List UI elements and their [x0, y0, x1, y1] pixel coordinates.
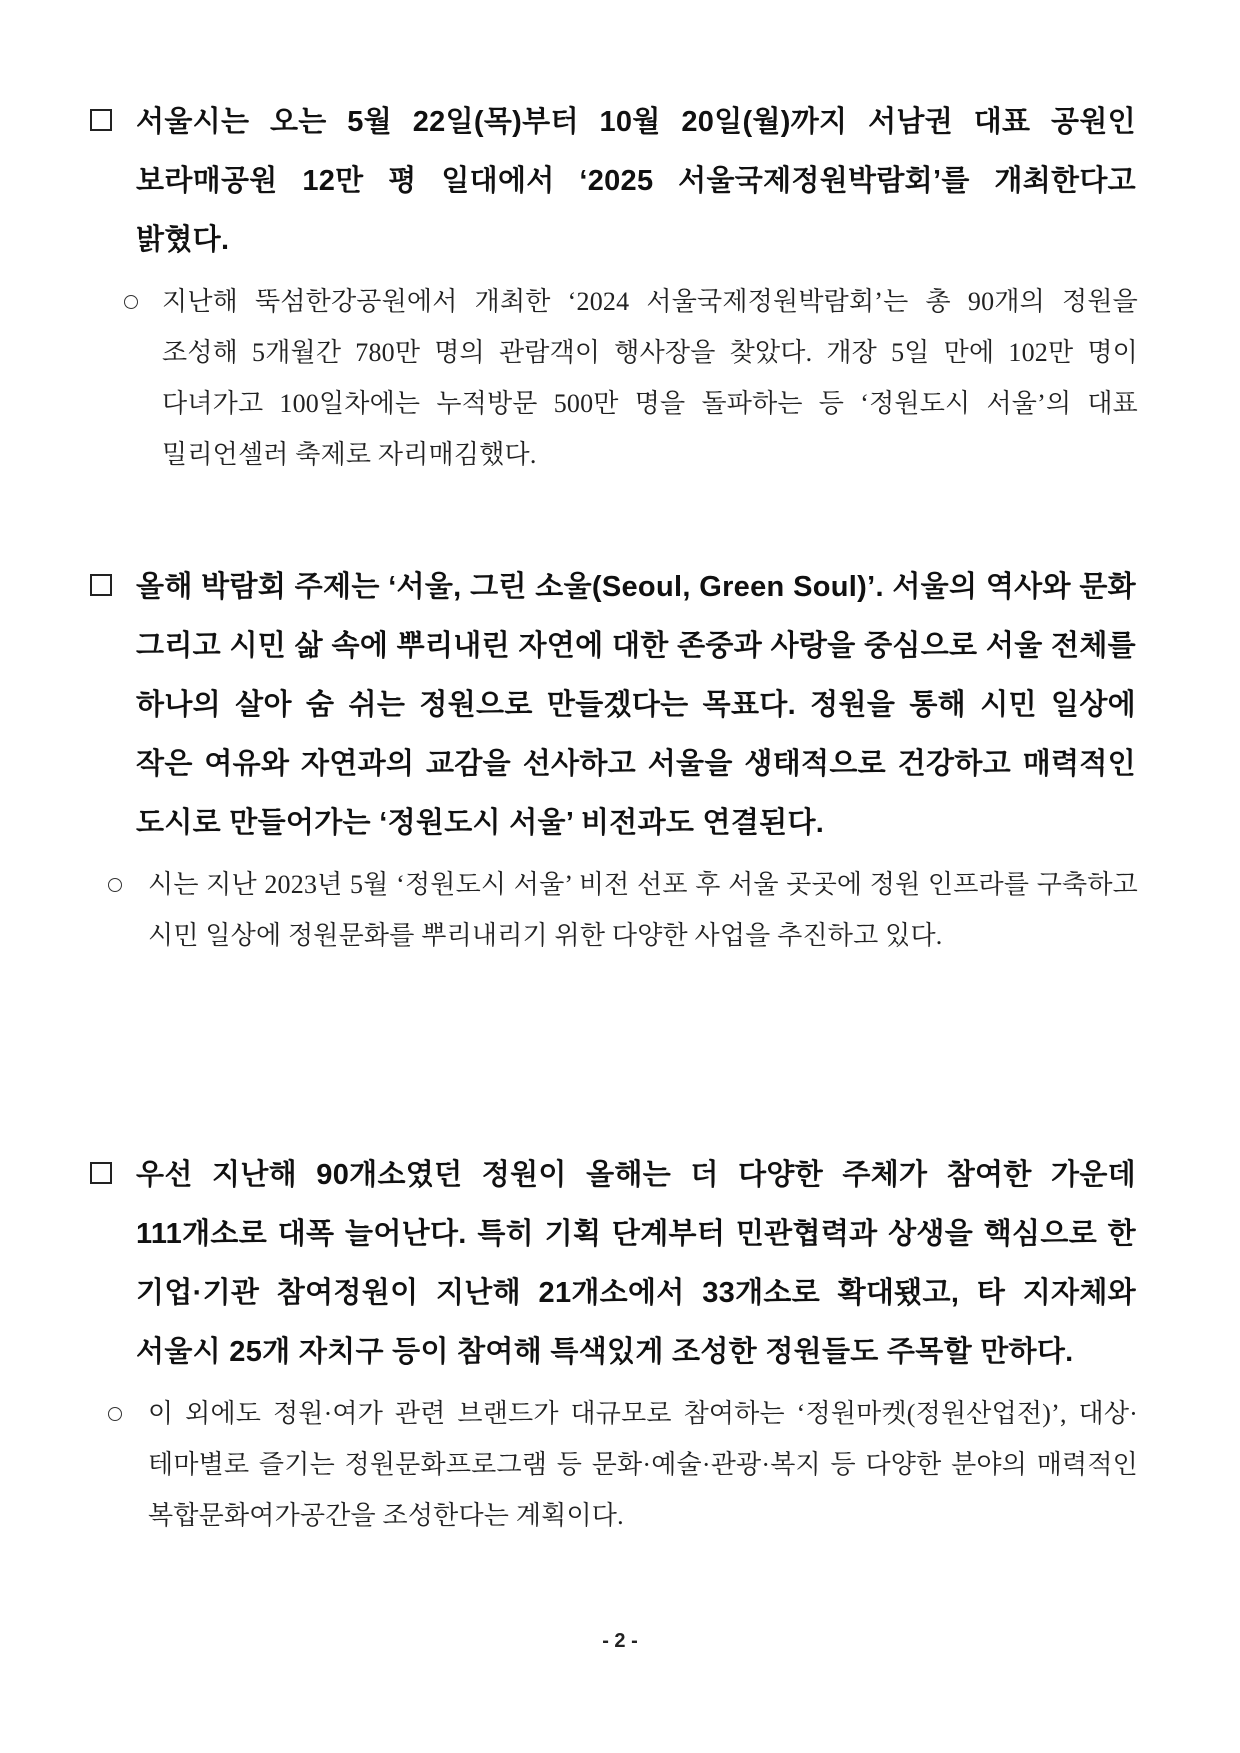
sub-bullet-text: 지난해 뚝섬한강공원에서 개최한 ‘2024 서울국제정원박람회’는 총 90개의 정원을 조성해 5개월간 780만 명의 관람객이 행사장을 찾았다. 개장 5일 만에 102만 명이 다녀가고 100일차에는 누적방문 500만 명을 돌파하는 등 ‘정원도시 서울’의 대표 밀리언셀러 축제로 자리매김했다. [162, 287, 1138, 469]
section-2 [0, 558, 1240, 961]
sub-bullet-item [0, 1388, 1240, 1541]
main-bullet-item [0, 1146, 1240, 1382]
checkbox-square-icon [90, 574, 112, 596]
section-3 [0, 1146, 1240, 1541]
sub-bullet-item [0, 859, 1240, 961]
main-bullet-item [0, 558, 1240, 853]
sub-bullet-text: 이 외에도 정원·여가 관련 브랜드가 대규모로 참여하는 ‘정원마켓(정원산업전)’, 대상·테마별로 즐기는 정원문화프로그램 등 문화·예술·관광·복지 등 다양한 분야의 매력적인 복합문화여가공간을 조성한다는 계획이다. [148, 1399, 1138, 1530]
checkbox-square-icon [90, 1162, 112, 1184]
sub-bullet-item [0, 276, 1240, 480]
main-bullet-text: 서울시는 오는 5월 22일(목)부터 10월 20일(월)까지 서남권 대표 공원인 보라매공원 12만 평 일대에서 ‘2025 서울국제정원박람회’를 개최한다고 밝혔다. [136, 106, 1136, 256]
main-bullet-text: 우선 지난해 90개소였던 정원이 올해는 더 다양한 주체가 참여한 가운데 111개소로 대폭 늘어난다. 특히 기획 단계부터 민관협력과 상생을 핵심으로 한 기업·기관 참여정원이 지난해 21개소에서 33개소로 확대됐고, 타 지자체와 서울시 25개 자치구 등이 참여해 특색있게 조성한 정원들도 주목할 만하다. [136, 1159, 1136, 1368]
sub-bullet-text: 시는 지난 2023년 5월 ‘정원도시 서울’ 비전 선포 후 서울 곳곳에 정원 인프라를 구축하고 시민 일상에 정원문화를 뿌리내리기 위한 다양한 사업을 추진하고 있다. [148, 870, 1138, 950]
circle-bullet-icon [124, 295, 138, 309]
main-bullet-text: 올해 박람회 주제는 ‘서울, 그린 소울(Seoul, Green Soul)’. 서울의 역사와 문화 그리고 시민 삶 속에 뿌리내린 자연에 대한 존중과 사랑을 중심으로 서울 전체를 하나의 살아 숨 쉬는 정원으로 만들겠다는 목표다. 정원을 통해 시민 일상에 작은 여유와 자연과의 교감을 선사하고 서울을 생태적으로 건강하고 매력적인 도시로 만들어가는 ‘정원도시 서울’ 비전과도 연결된다. [136, 571, 1136, 839]
circle-bullet-icon [108, 1407, 122, 1421]
circle-bullet-icon [108, 878, 122, 892]
main-bullet-item [0, 93, 1240, 270]
section-1 [0, 93, 1240, 480]
page-number: - 2 - [602, 1630, 638, 1652]
checkbox-square-icon [90, 109, 112, 131]
